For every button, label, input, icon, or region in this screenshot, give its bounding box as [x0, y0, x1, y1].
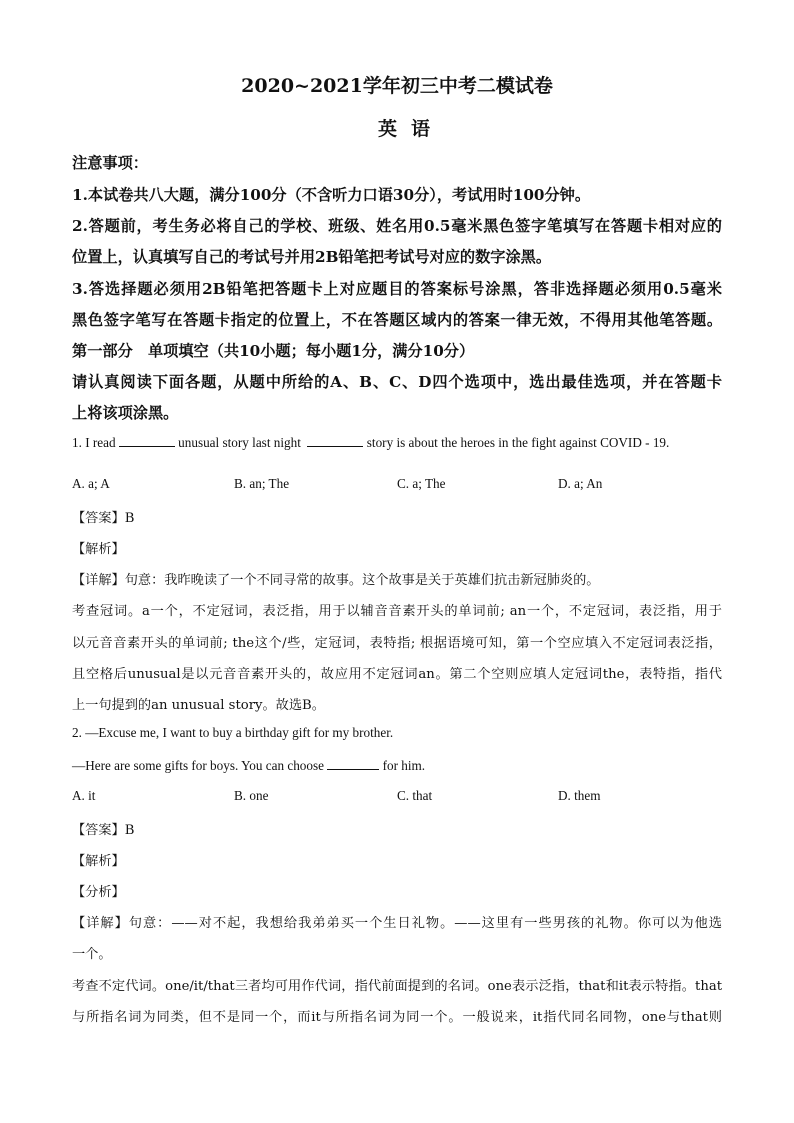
instruction-line-1: 请认真阅读下面各题，从题中所给的A、B、C、D四个选项中，选出最佳选项，并在答题卡 [72, 373, 722, 391]
note-item-2-line-2: 位置上，认真填写自己的考试号并用2B铅笔把考试号对应的数字涂黑。 [72, 248, 552, 266]
q1-analysis-label: 【解析】 [72, 542, 125, 557]
note-item-3-line-2: 黑色签字笔写在答题卡指定的位置上，不在答题区域内的答案一律无效，不得用其他笔答题。 [72, 311, 722, 329]
q1-explanation-line-2: 以元音音素开头的单词前; the这个/些，定冠词，表特指; 根据语境可知，第一个空应填入不定冠词表泛指， [72, 636, 722, 651]
q1-stem-part-c: story is about the heroes in the fight against COVID - 19. [366, 435, 670, 450]
q2-explanation-line-2: 与所指名词为同类，但不是同一个，而it与所指名词为同一个。一般说来，it指代同名同物，one与that则 [72, 1010, 722, 1025]
q1-answer: 【答案】B [72, 511, 135, 526]
q2-stem-part-a: —Here are some gifts for boys. You can choose [72, 758, 324, 773]
q2-analysis-label: 【解析】 [72, 854, 125, 869]
question-1-stem [72, 434, 722, 451]
q2-explanation-line-1: 考查不定代词。one/it/that三者均可用作代词，指代前面提到的名词。one表示泛指，that和it表示特指。that [72, 979, 722, 994]
q1-option-a: A. a; A [72, 476, 110, 491]
subject-title: 英语 [377, 118, 444, 140]
question-2-stem-line-1: 2. —Excuse me, I want to buy a birthday gift for my brother. [72, 725, 394, 740]
q2-option-c: C. that [397, 788, 433, 803]
q1-option-b: B. an; The [234, 476, 290, 491]
exam-title: 2020~2021学年初三中考二模试卷 [241, 75, 553, 97]
q2-stem-part-b: for him. [382, 758, 426, 773]
q1-option-d: D. a; An [558, 476, 603, 491]
q1-blank-2 [307, 434, 363, 447]
q2-option-a: A. it [72, 788, 96, 803]
q2-detail-line-2: 一个。 [72, 947, 112, 962]
q1-stem-part-a: 1. I read [72, 435, 116, 450]
q2-detail-line-1: 【详解】句意：——对不起，我想给我弟弟买一个生日礼物。——这里有一些男孩的礼物。你可以为他选 [72, 916, 722, 931]
q2-option-d: D. them [558, 788, 601, 803]
instruction-line-2: 上将该项涂黑。 [72, 404, 179, 422]
q1-stem-part-b: unusual story last night [178, 435, 301, 450]
q1-explanation-line-3: 且空格后unusual是以元音音素开头的，故应用不定冠词an。第二个空则应填人定冠词the，表特指，指代 [72, 667, 722, 682]
notes-heading: 注意事项： [72, 154, 148, 172]
q1-explanation-line-1: 考查冠词。a一个，不定冠词，表泛指，用于以辅音音素开头的单词前; an一个，不定冠词，表泛指，用于 [72, 604, 722, 619]
q1-detail: 【详解】句意：我昨晚读了一个不同寻常的故事。这个故事是关于英雄们抗击新冠肺炎的。 [72, 573, 600, 588]
q1-blank-1 [119, 434, 175, 447]
q2-blank [327, 757, 379, 770]
note-item-2-line-1: 2.答题前，考生务必将自己的学校、班级、姓名用0.5毫米黑色签字笔填写在答题卡相对应的 [72, 217, 722, 235]
part-title: 第一部分 单项填空（共10小题；每小题1分，满分10分） [72, 342, 475, 360]
q2-answer: 【答案】B [72, 823, 135, 838]
q2-fenxi-label: 【分析】 [72, 885, 125, 900]
question-2-stem-line-2 [72, 757, 722, 774]
note-item-3-line-1: 3.答选择题必须用2B铅笔把答题卡上对应题目的答案标号涂黑，答非选择题必须用0.5毫米 [72, 280, 722, 298]
note-item-1: 1.本试卷共八大题，满分100分（不含听力口语30分），考试用时100分钟。 [72, 186, 591, 204]
q1-explanation-line-4: 上一句提到的an unusual story。故选B。 [72, 698, 325, 713]
q1-option-c: C. a; The [397, 476, 446, 491]
q2-option-b: B. one [234, 788, 269, 803]
